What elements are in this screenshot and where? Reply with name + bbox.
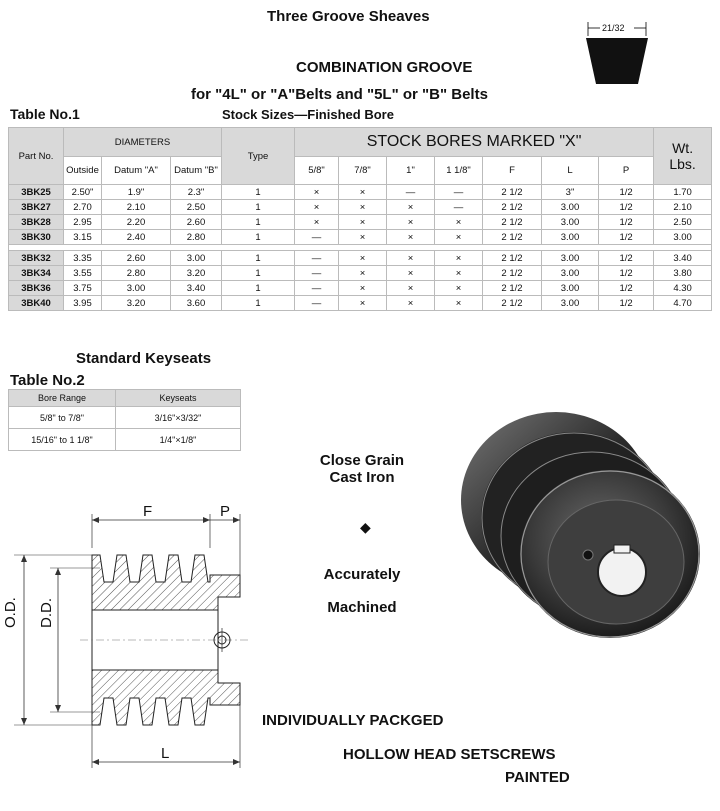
- table-cell: 3.00: [542, 266, 599, 281]
- table-cell: —: [295, 281, 339, 296]
- v-belt-icon: [586, 18, 648, 88]
- part-number-cell: 3BK32: [9, 251, 64, 266]
- sheave-cross-section-diagram: [0, 500, 260, 780]
- belt-width-label: 21/32: [602, 23, 625, 33]
- part-number-cell: 3BK25: [9, 185, 64, 200]
- bore-range-cell: 5/8" to 7/8": [9, 407, 116, 429]
- table-cell: 2.40: [102, 230, 171, 245]
- painted: PAINTED: [505, 769, 570, 786]
- table-cell: 3.00: [171, 251, 222, 266]
- table-cell: ×: [339, 281, 387, 296]
- dim-od-label: O.D.: [2, 597, 19, 628]
- cast-iron: Cast Iron: [329, 469, 395, 486]
- table-cell: ×: [387, 266, 435, 281]
- table-cell: ×: [339, 230, 387, 245]
- table-cell: 3.00: [654, 230, 712, 245]
- table-cell: 2.10: [102, 200, 171, 215]
- table-cell: 3.35: [64, 251, 102, 266]
- table-cell: ×: [295, 215, 339, 230]
- table-cell: 3.80: [654, 266, 712, 281]
- table-cell: 1.9": [102, 185, 171, 200]
- table-row: [9, 200, 712, 215]
- table-cell: ×: [339, 296, 387, 311]
- table-cell: 2.10: [654, 200, 712, 215]
- wt-label: Wt.: [672, 140, 694, 156]
- table-cell: 3.60: [171, 296, 222, 311]
- col-bore-range: Bore Range: [9, 390, 116, 407]
- table-cell: 2.50": [64, 185, 102, 200]
- table1-label: Table No.1: [10, 106, 80, 122]
- part-number-cell: 3BK27: [9, 200, 64, 215]
- table-cell: 3.20: [102, 296, 171, 311]
- col-outside: Outside: [64, 157, 102, 185]
- part-number-cell: 3BK40: [9, 296, 64, 311]
- table-cell: 3.95: [64, 296, 102, 311]
- table-cell: 1: [222, 266, 295, 281]
- table-cell: 2.80: [171, 230, 222, 245]
- table-row: [9, 185, 712, 200]
- table-cell: ×: [339, 215, 387, 230]
- keyseat-cell: 3/16"×3/32": [116, 407, 241, 429]
- table-cell: ×: [435, 251, 483, 266]
- table-cell: 1/2: [599, 215, 654, 230]
- col-keyseats: Keyseats: [116, 390, 241, 407]
- table-cell: 3.75: [64, 281, 102, 296]
- table-cell: 2 1/2: [483, 185, 542, 200]
- table-cell: ×: [435, 266, 483, 281]
- keyseats-table: [8, 389, 241, 451]
- table-cell: ×: [435, 281, 483, 296]
- table-cell: 1/2: [599, 185, 654, 200]
- table-cell: 4.70: [654, 296, 712, 311]
- table-cell: 4.30: [654, 281, 712, 296]
- table-cell: 2 1/2: [483, 296, 542, 311]
- dim-f-label: F: [143, 503, 153, 520]
- table-cell: 1/2: [599, 200, 654, 215]
- table-cell: ×: [387, 200, 435, 215]
- table-cell: 1/2: [599, 251, 654, 266]
- table-cell: 1: [222, 185, 295, 200]
- table2-label: Table No.2: [10, 372, 85, 389]
- lbs-label: Lbs.: [669, 156, 696, 172]
- table-cell: 3.00: [542, 200, 599, 215]
- table-cell: 1/2: [599, 281, 654, 296]
- table-cell: ×: [387, 251, 435, 266]
- table-cell: —: [295, 266, 339, 281]
- table-cell: 2.50: [171, 200, 222, 215]
- col-part-no: Part No.: [9, 128, 64, 185]
- col-f: F: [483, 157, 542, 185]
- table-cell: —: [435, 200, 483, 215]
- part-number-cell: 3BK36: [9, 281, 64, 296]
- table-cell: —: [295, 296, 339, 311]
- table-cell: 2.80: [102, 266, 171, 281]
- table-cell: 1.70: [654, 185, 712, 200]
- table-cell: 2 1/2: [483, 266, 542, 281]
- table-cell: ×: [339, 266, 387, 281]
- table-cell: 3.00: [542, 281, 599, 296]
- col-l: L: [542, 157, 599, 185]
- belt-section: [586, 18, 648, 88]
- dim-dd-label: D.D.: [38, 598, 55, 628]
- table-row: [9, 429, 241, 451]
- diamond-bullet-icon: ◆: [360, 519, 371, 535]
- table-cell: 2 1/2: [483, 251, 542, 266]
- table-cell: 2 1/2: [483, 200, 542, 215]
- table-cell: 2 1/2: [483, 230, 542, 245]
- accurately: Accurately: [323, 566, 401, 583]
- table-cell: 1: [222, 296, 295, 311]
- table-cell: 1/2: [599, 266, 654, 281]
- close-grain: Close Grain: [319, 452, 405, 469]
- combination-groove: COMBINATION GROOVE: [296, 59, 473, 76]
- table-cell: 1: [222, 281, 295, 296]
- table-cell: 1: [222, 215, 295, 230]
- part-number-cell: 3BK30: [9, 230, 64, 245]
- table-cell: ×: [387, 281, 435, 296]
- table-cell: 2 1/2: [483, 281, 542, 296]
- table-row: [9, 407, 241, 429]
- table-cell: 2.3": [171, 185, 222, 200]
- table-cell: —: [295, 230, 339, 245]
- sheave-product-image: [436, 400, 710, 662]
- table-row: [9, 230, 712, 245]
- col-datum-b: Datum "B": [171, 157, 222, 185]
- table-cell: ×: [295, 200, 339, 215]
- table-cell: 3.00: [542, 215, 599, 230]
- col-bore: 5/8": [295, 157, 339, 185]
- dim-p-label: P: [220, 503, 231, 520]
- col-datum-a: Datum "A": [102, 157, 171, 185]
- table-cell: 1/2: [599, 230, 654, 245]
- belt-types: for "4L" or "A"Belts and "5L" or "B" Belts: [191, 86, 488, 103]
- stock-sizes: Stock Sizes—Finished Bore: [222, 107, 394, 122]
- table-row: [9, 251, 712, 266]
- stock-sizes-table: [8, 127, 712, 311]
- table-cell: 1: [222, 200, 295, 215]
- keyseat-cell: 1/4"×1/8": [116, 429, 241, 451]
- table-cell: 1: [222, 251, 295, 266]
- table-cell: 3.20: [171, 266, 222, 281]
- hollow-head-setscrews: HOLLOW HEAD SETSCREWS: [343, 746, 556, 763]
- col-bore: 1": [387, 157, 435, 185]
- table-row: [9, 281, 712, 296]
- table-cell: 3.00: [102, 281, 171, 296]
- table-cell: ×: [339, 185, 387, 200]
- col-p: P: [599, 157, 654, 185]
- table-cell: ×: [387, 230, 435, 245]
- individually-packaged: INDIVIDUALLY PACKGED: [262, 712, 444, 729]
- table-cell: 3.00: [542, 230, 599, 245]
- table-cell: 3": [542, 185, 599, 200]
- part-number-cell: 3BK34: [9, 266, 64, 281]
- table-row: [9, 296, 712, 311]
- col-weight: [654, 128, 712, 185]
- table-cell: ×: [387, 215, 435, 230]
- page-title: Three Groove Sheaves: [267, 8, 430, 25]
- table-cell: —: [435, 185, 483, 200]
- table-cell: ×: [435, 215, 483, 230]
- table-cell: ×: [339, 251, 387, 266]
- table-cell: ×: [435, 296, 483, 311]
- bore-range-cell: 15/16" to 1 1/8": [9, 429, 116, 451]
- table-cell: 3.40: [171, 281, 222, 296]
- table-cell: 2.70: [64, 200, 102, 215]
- table-cell: 3.15: [64, 230, 102, 245]
- table-row: [9, 266, 712, 281]
- table-cell: —: [295, 251, 339, 266]
- table-cell: 3.40: [654, 251, 712, 266]
- table-cell: ×: [339, 200, 387, 215]
- col-diameters: DIAMETERS: [64, 128, 222, 157]
- table-cell: 2 1/2: [483, 215, 542, 230]
- col-type: Type: [222, 128, 295, 185]
- dim-l-label: L: [161, 745, 170, 762]
- col-bore: 7/8": [339, 157, 387, 185]
- table-cell: 2.95: [64, 215, 102, 230]
- table-cell: ×: [387, 296, 435, 311]
- table-cell: 3.00: [542, 296, 599, 311]
- table-cell: 2.50: [654, 215, 712, 230]
- part-number-cell: 3BK28: [9, 215, 64, 230]
- table-cell: 1: [222, 230, 295, 245]
- keyseats-title: Standard Keyseats: [76, 350, 212, 367]
- table-cell: ×: [295, 185, 339, 200]
- col-bore: 1 1/8": [435, 157, 483, 185]
- table-cell: ×: [435, 230, 483, 245]
- table-cell: 2.60: [171, 215, 222, 230]
- table-cell: —: [387, 185, 435, 200]
- table-cell: 3.55: [64, 266, 102, 281]
- col-stock-bores: STOCK BORES MARKED "X": [295, 128, 654, 157]
- table-cell: 2.60: [102, 251, 171, 266]
- table-row: [9, 215, 712, 230]
- table-cell: 1/2: [599, 296, 654, 311]
- table-cell: 3.00: [542, 251, 599, 266]
- table-cell: 2.20: [102, 215, 171, 230]
- machined: Machined: [327, 599, 397, 616]
